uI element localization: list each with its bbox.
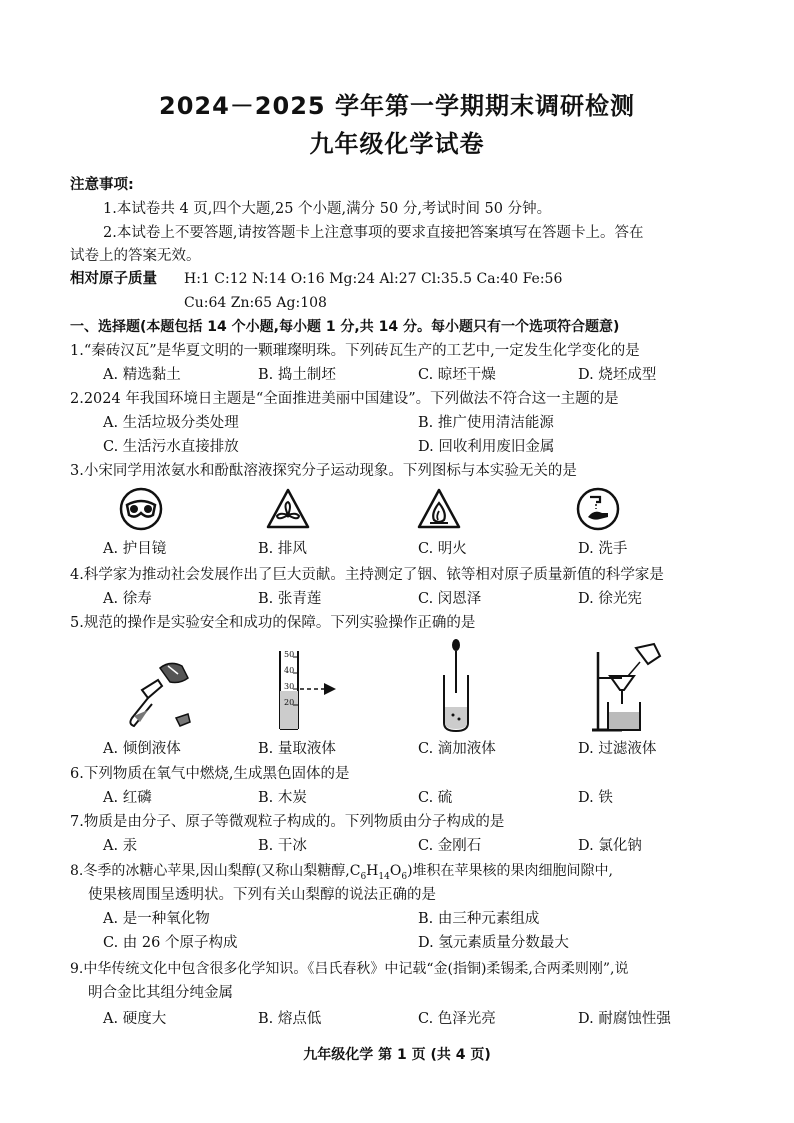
q1-option-a: A. 精选黏土 (103, 367, 181, 383)
q9-option-d: D. 耐腐蚀性强 (578, 1011, 671, 1027)
q8-option-d: D. 氢元素质量分数最大 (418, 935, 569, 951)
q9-option-a: A. 硬度大 (103, 1011, 167, 1027)
atomic-mass-row-2: Cu:64 Zn:65 Ag:108 (184, 295, 327, 311)
q5-option-d: D. 过滤液体 (578, 741, 657, 757)
q2-option-b: B. 推广使用清洁能源 (418, 415, 554, 431)
formula-sub-c: 6 (360, 871, 367, 882)
q7-option-d: D. 氯化钠 (578, 838, 642, 854)
atomic-mass-row-1: H:1 C:12 N:14 O:16 Mg:24 Al:27 Cl:35.5 Ca:40 Fe:56 (184, 271, 563, 287)
q7-stem: 7.物质是由分子、原子等微观粒子构成的。下列物质由分子构成的是 (70, 814, 505, 830)
q3-option-d: D. 洗手 (578, 541, 628, 557)
q4-stem: 4.科学家为推动社会发展作出了巨大贡献。主持测定了铟、铱等相对原子质量新值的科学家是 (70, 567, 664, 583)
notice-heading: 注意事项: (70, 177, 134, 193)
formula-sub-h: 14 (378, 871, 390, 882)
q6-option-a: A. 红磷 (103, 790, 152, 806)
notice-item-1: 1.本试卷共 4 页,四个大题,25 个小题,满分 50 分,考试时间 50 分钟。 (103, 201, 552, 217)
page-footer: 九年级化学 第 1 页 (共 4 页) (303, 1047, 491, 1063)
q9-stem-line-1: 9.中华传统文化中包含很多化学知识。《吕氏春秋》中记载“金(指铜)柔锡柔,合两柔则刚”,说 (70, 961, 629, 977)
q5-option-b: B. 量取液体 (258, 741, 336, 757)
exhaust-fan-icon (266, 487, 310, 531)
q5-stem: 5.规范的操作是实验安全和成功的保障。下列实验操作正确的是 (70, 615, 476, 631)
q7-option-a: A. 汞 (103, 838, 138, 854)
q8-stem-line-1 (70, 862, 613, 886)
q3-option-c: C. 明火 (418, 541, 467, 557)
exam-subtitle: 九年级化学试卷 (309, 130, 485, 158)
q2-stem: 2.2024 年我国环境日主题是“全面推进美丽中国建设”。下列做法不符合这一主题的是 (70, 391, 619, 407)
pouring-liquid-illustration (118, 660, 198, 732)
q3-stem: 3.小宋同学用浓氨水和酚酞溶液探究分子运动现象。下列图标与本实验无关的是 (70, 463, 577, 479)
q6-option-c: C. 硫 (418, 790, 453, 806)
formula-h: H (366, 863, 379, 879)
q3-option-b: B. 排风 (258, 541, 307, 557)
q4-option-c: C. 闵恩泽 (418, 591, 482, 607)
q8-option-b: B. 由三种元素组成 (418, 911, 540, 927)
scale-label-30: 30 (284, 682, 295, 691)
q8-stem-line-2: 使果核周围呈透明状。下列有关山梨醇的说法正确的是 (88, 887, 436, 903)
q1-stem: 1.“秦砖汉瓦”是华夏文明的一颗璀璨明珠。下列砖瓦生产的工艺中,一定发生化学变化的是 (70, 343, 640, 359)
notice-item-2a: 2.本试卷上不要答题,请按答题卡上注意事项的要求直接把答案填写在答题卡上。答在 (103, 225, 644, 241)
q1-option-d: D. 烧坯成型 (578, 367, 657, 383)
graduated-cylinder-illustration (270, 647, 350, 733)
section-1-heading: 一、选择题(本题包括 14 个小题,每小题 1 分,共 14 分。每小题只有一个选项符合题意) (70, 319, 620, 335)
wash-hands-icon (576, 487, 620, 531)
q6-stem: 6.下列物质在氧气中燃烧,生成黑色固体的是 (70, 766, 350, 782)
q8-stem-text: 8.冬季的冰糖心苹果,因山梨醇(又称山梨糖醇,C (70, 863, 361, 879)
q7-option-b: B. 干冰 (258, 838, 307, 854)
exam-title: 2024－2025 学年第一学期期末调研检测 (159, 92, 635, 120)
q4-option-b: B. 张青莲 (258, 591, 322, 607)
atomic-mass-label: 相对原子质量 (70, 271, 157, 287)
dropper-test-tube-illustration (436, 637, 476, 733)
q8-stem-text-end: )堆积在苹果核的果肉细胞间隙中, (407, 863, 613, 879)
q2-option-a: A. 生活垃圾分类处理 (103, 415, 239, 431)
q8-option-c: C. 由 26 个原子构成 (103, 935, 238, 951)
q4-option-d: D. 徐光宪 (578, 591, 642, 607)
q3-option-a: A. 护目镜 (103, 541, 167, 557)
q2-option-c: C. 生活污水直接排放 (103, 439, 239, 455)
filtration-apparatus-illustration (592, 642, 668, 734)
q9-option-c: C. 色泽光亮 (418, 1011, 496, 1027)
scale-label-40: 40 (284, 666, 295, 675)
q5-option-a: A. 倾倒液体 (103, 741, 181, 757)
scale-label-20: 20 (284, 698, 295, 707)
q6-option-b: B. 木炭 (258, 790, 307, 806)
formula-sub-o: 6 (401, 871, 408, 882)
q1-option-c: C. 晾坯干燥 (418, 367, 496, 383)
formula-o: O (389, 863, 402, 879)
open-flame-icon (417, 487, 461, 531)
q7-option-c: C. 金刚石 (418, 838, 482, 854)
q8-option-a: A. 是一种氧化物 (103, 911, 210, 927)
q4-option-a: A. 徐寿 (103, 591, 152, 607)
notice-item-2b: 试卷上的答案无效。 (70, 248, 201, 264)
q2-option-d: D. 回收利用废旧金属 (418, 439, 555, 455)
q9-option-b: B. 熔点低 (258, 1011, 322, 1027)
q6-option-d: D. 铁 (578, 790, 613, 806)
q9-stem-line-2: 明合金比其组分纯金属 (88, 985, 233, 1001)
goggles-icon (119, 487, 163, 531)
q1-option-b: B. 捣土制坯 (258, 367, 336, 383)
q5-option-c: C. 滴加液体 (418, 741, 496, 757)
scale-label-50: 50 (284, 650, 295, 659)
